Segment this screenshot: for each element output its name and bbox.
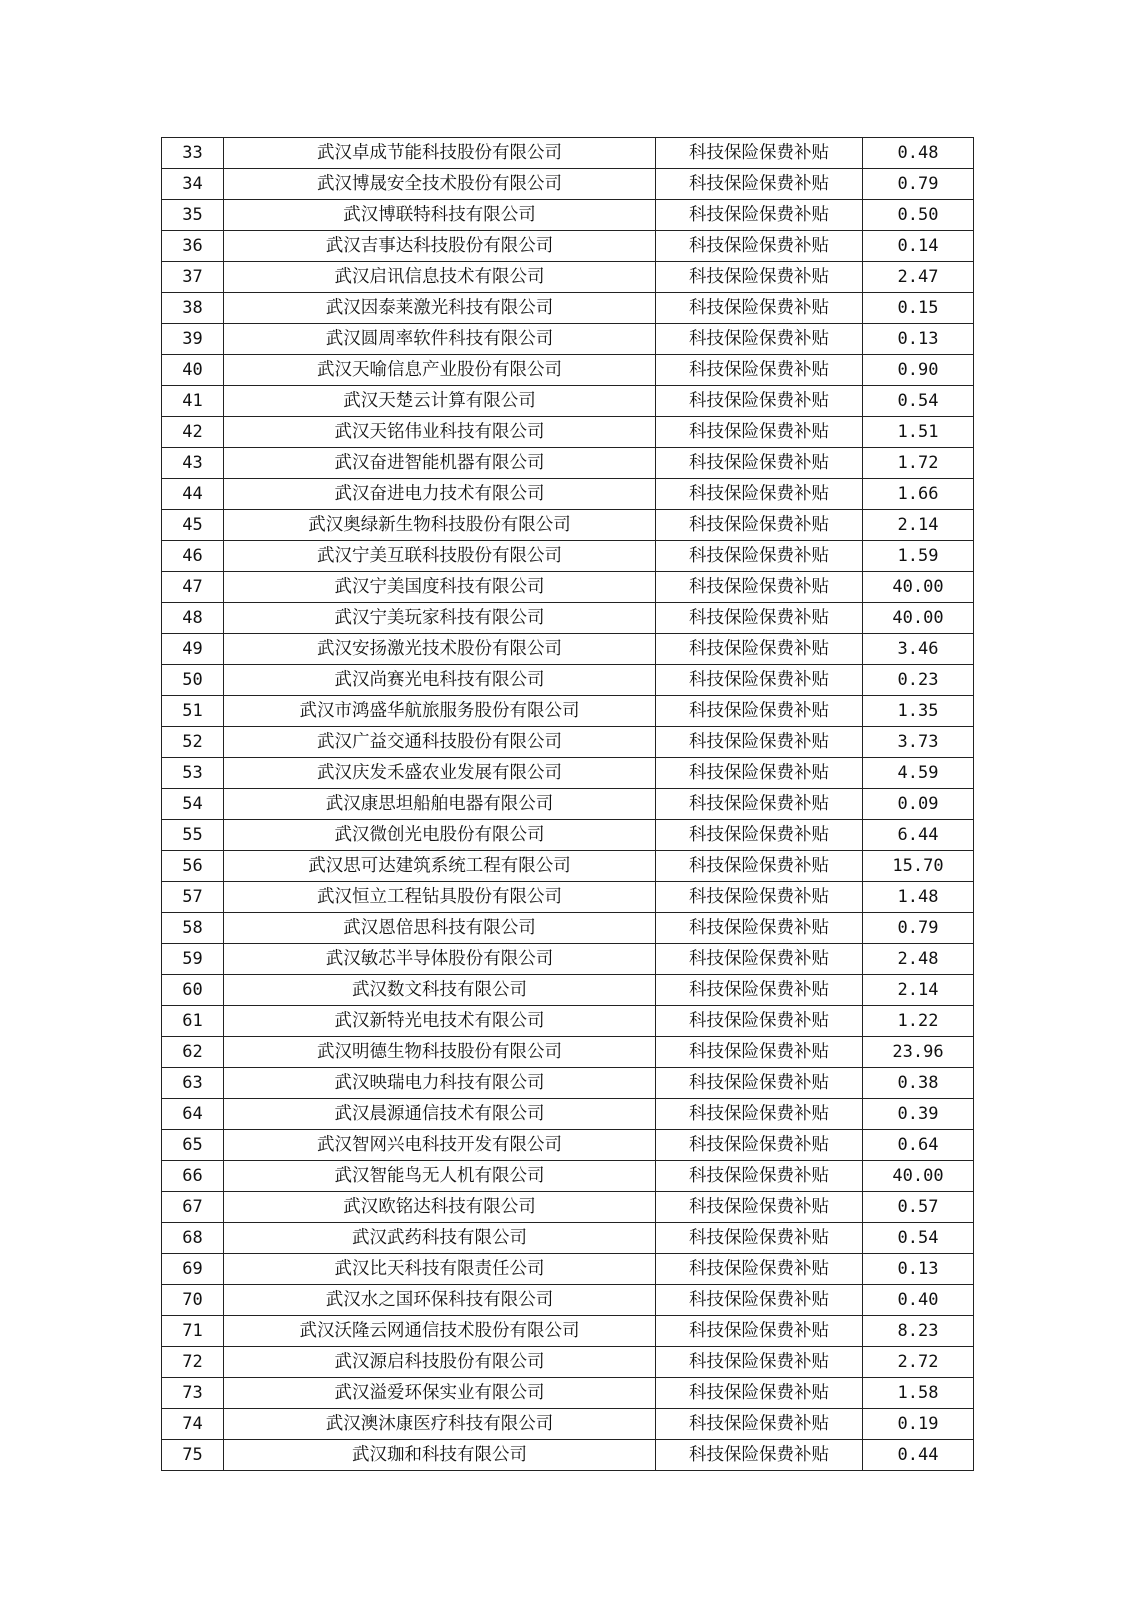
row-number-cell: 70 (162, 1285, 224, 1316)
subsidy-item-cell: 科技保险保费补贴 (656, 169, 863, 200)
company-name-cell: 武汉欧铭达科技有限公司 (224, 1192, 656, 1223)
subsidy-item-cell: 科技保险保费补贴 (656, 541, 863, 572)
table-row (162, 727, 974, 758)
amount-cell: 2.47 (863, 262, 974, 293)
row-number-cell: 75 (162, 1440, 224, 1471)
amount-cell: 3.46 (863, 634, 974, 665)
company-name-cell: 武汉智网兴电科技开发有限公司 (224, 1130, 656, 1161)
subsidy-item-cell: 科技保险保费补贴 (656, 231, 863, 262)
row-number-cell: 42 (162, 417, 224, 448)
company-name-cell: 武汉尚赛光电科技有限公司 (224, 665, 656, 696)
row-number-cell: 36 (162, 231, 224, 262)
table-row (162, 169, 974, 200)
table-row (162, 1409, 974, 1440)
amount-cell: 0.23 (863, 665, 974, 696)
subsidy-item-cell: 科技保险保费补贴 (656, 448, 863, 479)
company-name-cell: 武汉天楚云计算有限公司 (224, 386, 656, 417)
company-name-cell: 武汉明德生物科技股份有限公司 (224, 1037, 656, 1068)
row-number-cell: 68 (162, 1223, 224, 1254)
subsidy-item-cell: 科技保险保费补贴 (656, 851, 863, 882)
row-number-cell: 41 (162, 386, 224, 417)
company-name-cell: 武汉市鸿盛华航旅服务股份有限公司 (224, 696, 656, 727)
company-name-cell: 武汉天铭伟业科技有限公司 (224, 417, 656, 448)
row-number-cell: 46 (162, 541, 224, 572)
subsidy-item-cell: 科技保险保费补贴 (656, 882, 863, 913)
table-row (162, 572, 974, 603)
amount-cell: 40.00 (863, 603, 974, 634)
subsidy-item-cell: 科技保险保费补贴 (656, 572, 863, 603)
table-row (162, 944, 974, 975)
amount-cell: 0.13 (863, 324, 974, 355)
amount-cell: 1.51 (863, 417, 974, 448)
amount-cell: 1.22 (863, 1006, 974, 1037)
table-row (162, 138, 974, 169)
table-row (162, 1006, 974, 1037)
table-row (162, 417, 974, 448)
table-row (162, 1161, 974, 1192)
amount-cell: 0.19 (863, 1409, 974, 1440)
company-name-cell: 武汉微创光电股份有限公司 (224, 820, 656, 851)
table-row (162, 386, 974, 417)
subsidy-item-cell: 科技保险保费补贴 (656, 1068, 863, 1099)
table-row (162, 1285, 974, 1316)
company-name-cell: 武汉博晟安全技术股份有限公司 (224, 169, 656, 200)
table-row (162, 696, 974, 727)
company-name-cell: 武汉卓成节能科技股份有限公司 (224, 138, 656, 169)
row-number-cell: 40 (162, 355, 224, 386)
subsidy-item-cell: 科技保险保费补贴 (656, 1099, 863, 1130)
amount-cell: 3.73 (863, 727, 974, 758)
row-number-cell: 43 (162, 448, 224, 479)
subsidy-item-cell: 科技保险保费补贴 (656, 138, 863, 169)
amount-cell: 23.96 (863, 1037, 974, 1068)
subsidy-item-cell: 科技保险保费补贴 (656, 200, 863, 231)
amount-cell: 0.44 (863, 1440, 974, 1471)
row-number-cell: 39 (162, 324, 224, 355)
amount-cell: 0.50 (863, 200, 974, 231)
company-name-cell: 武汉启讯信息技术有限公司 (224, 262, 656, 293)
row-number-cell: 67 (162, 1192, 224, 1223)
table-row (162, 200, 974, 231)
company-name-cell: 武汉安扬激光技术股份有限公司 (224, 634, 656, 665)
subsidy-item-cell: 科技保险保费补贴 (656, 479, 863, 510)
amount-cell: 2.48 (863, 944, 974, 975)
table-row (162, 1316, 974, 1347)
amount-cell: 0.40 (863, 1285, 974, 1316)
amount-cell: 1.35 (863, 696, 974, 727)
table-row (162, 665, 974, 696)
subsidy-item-cell: 科技保险保费补贴 (656, 417, 863, 448)
table-row (162, 324, 974, 355)
company-name-cell: 武汉博联特科技有限公司 (224, 200, 656, 231)
table-row (162, 820, 974, 851)
company-name-cell: 武汉思可达建筑系统工程有限公司 (224, 851, 656, 882)
table-row (162, 789, 974, 820)
amount-cell: 0.90 (863, 355, 974, 386)
subsidy-item-cell: 科技保险保费补贴 (656, 293, 863, 324)
table-row (162, 1347, 974, 1378)
row-number-cell: 63 (162, 1068, 224, 1099)
table-row (162, 293, 974, 324)
row-number-cell: 55 (162, 820, 224, 851)
table-row (162, 262, 974, 293)
subsidy-item-cell: 科技保险保费补贴 (656, 1006, 863, 1037)
table-row (162, 913, 974, 944)
company-name-cell: 武汉宁美玩家科技有限公司 (224, 603, 656, 634)
row-number-cell: 65 (162, 1130, 224, 1161)
subsidy-item-cell: 科技保险保费补贴 (656, 1285, 863, 1316)
company-name-cell: 武汉因泰莱激光科技有限公司 (224, 293, 656, 324)
subsidy-item-cell: 科技保险保费补贴 (656, 510, 863, 541)
table-row (162, 1440, 974, 1471)
row-number-cell: 33 (162, 138, 224, 169)
row-number-cell: 59 (162, 944, 224, 975)
table-body (162, 138, 974, 1471)
row-number-cell: 47 (162, 572, 224, 603)
row-number-cell: 66 (162, 1161, 224, 1192)
company-name-cell: 武汉吉事达科技股份有限公司 (224, 231, 656, 262)
company-name-cell: 武汉奋进电力技术有限公司 (224, 479, 656, 510)
table-row (162, 355, 974, 386)
subsidy-item-cell: 科技保险保费补贴 (656, 1130, 863, 1161)
amount-cell: 1.58 (863, 1378, 974, 1409)
row-number-cell: 74 (162, 1409, 224, 1440)
subsidy-item-cell: 科技保险保费补贴 (656, 913, 863, 944)
subsidy-table (161, 137, 974, 1471)
row-number-cell: 54 (162, 789, 224, 820)
company-name-cell: 武汉宁美国度科技有限公司 (224, 572, 656, 603)
subsidy-item-cell: 科技保险保费补贴 (656, 1037, 863, 1068)
table-row (162, 1223, 974, 1254)
amount-cell: 6.44 (863, 820, 974, 851)
company-name-cell: 武汉奋进智能机器有限公司 (224, 448, 656, 479)
company-name-cell: 武汉珈和科技有限公司 (224, 1440, 656, 1471)
amount-cell: 1.66 (863, 479, 974, 510)
amount-cell: 2.14 (863, 975, 974, 1006)
amount-cell: 0.38 (863, 1068, 974, 1099)
company-name-cell: 武汉恒立工程钻具股份有限公司 (224, 882, 656, 913)
table-row (162, 231, 974, 262)
subsidy-item-cell: 科技保险保费补贴 (656, 1378, 863, 1409)
table-row (162, 1192, 974, 1223)
subsidy-item-cell: 科技保险保费补贴 (656, 1192, 863, 1223)
table-row (162, 1378, 974, 1409)
row-number-cell: 48 (162, 603, 224, 634)
row-number-cell: 35 (162, 200, 224, 231)
amount-cell: 0.79 (863, 169, 974, 200)
company-name-cell: 武汉水之国环保科技有限公司 (224, 1285, 656, 1316)
subsidy-item-cell: 科技保险保费补贴 (656, 355, 863, 386)
company-name-cell: 武汉广益交通科技股份有限公司 (224, 727, 656, 758)
table-row (162, 882, 974, 913)
table-row (162, 479, 974, 510)
amount-cell: 8.23 (863, 1316, 974, 1347)
row-number-cell: 49 (162, 634, 224, 665)
row-number-cell: 38 (162, 293, 224, 324)
row-number-cell: 37 (162, 262, 224, 293)
subsidy-item-cell: 科技保险保费补贴 (656, 1316, 863, 1347)
amount-cell: 0.39 (863, 1099, 974, 1130)
row-number-cell: 52 (162, 727, 224, 758)
amount-cell: 0.64 (863, 1130, 974, 1161)
amount-cell: 40.00 (863, 1161, 974, 1192)
company-name-cell: 武汉新特光电技术有限公司 (224, 1006, 656, 1037)
subsidy-item-cell: 科技保险保费补贴 (656, 696, 863, 727)
amount-cell: 0.54 (863, 386, 974, 417)
table-row (162, 1099, 974, 1130)
row-number-cell: 56 (162, 851, 224, 882)
table-row (162, 634, 974, 665)
table-row (162, 1130, 974, 1161)
row-number-cell: 50 (162, 665, 224, 696)
row-number-cell: 45 (162, 510, 224, 541)
subsidy-item-cell: 科技保险保费补贴 (656, 665, 863, 696)
company-name-cell: 武汉庆发禾盛农业发展有限公司 (224, 758, 656, 789)
subsidy-item-cell: 科技保险保费补贴 (656, 1254, 863, 1285)
subsidy-item-cell: 科技保险保费补贴 (656, 324, 863, 355)
company-name-cell: 武汉源启科技股份有限公司 (224, 1347, 656, 1378)
company-name-cell: 武汉康思坦船舶电器有限公司 (224, 789, 656, 820)
row-number-cell: 44 (162, 479, 224, 510)
row-number-cell: 58 (162, 913, 224, 944)
subsidy-item-cell: 科技保险保费补贴 (656, 1440, 863, 1471)
table-row (162, 975, 974, 1006)
company-name-cell: 武汉澳沐康医疗科技有限公司 (224, 1409, 656, 1440)
amount-cell: 0.54 (863, 1223, 974, 1254)
subsidy-item-cell: 科技保险保费补贴 (656, 727, 863, 758)
subsidy-item-cell: 科技保险保费补贴 (656, 1223, 863, 1254)
table-row (162, 541, 974, 572)
company-name-cell: 武汉宁美互联科技股份有限公司 (224, 541, 656, 572)
row-number-cell: 64 (162, 1099, 224, 1130)
row-number-cell: 34 (162, 169, 224, 200)
amount-cell: 40.00 (863, 572, 974, 603)
amount-cell: 0.79 (863, 913, 974, 944)
row-number-cell: 71 (162, 1316, 224, 1347)
company-name-cell: 武汉天喻信息产业股份有限公司 (224, 355, 656, 386)
company-name-cell: 武汉比天科技有限责任公司 (224, 1254, 656, 1285)
amount-cell: 1.59 (863, 541, 974, 572)
subsidy-item-cell: 科技保险保费补贴 (656, 975, 863, 1006)
row-number-cell: 62 (162, 1037, 224, 1068)
subsidy-item-cell: 科技保险保费补贴 (656, 262, 863, 293)
table-row (162, 1254, 974, 1285)
company-name-cell: 武汉奥绿新生物科技股份有限公司 (224, 510, 656, 541)
amount-cell: 0.48 (863, 138, 974, 169)
subsidy-item-cell: 科技保险保费补贴 (656, 789, 863, 820)
subsidy-item-cell: 科技保险保费补贴 (656, 1347, 863, 1378)
company-name-cell: 武汉恩倍思科技有限公司 (224, 913, 656, 944)
table-row (162, 1037, 974, 1068)
subsidy-item-cell: 科技保险保费补贴 (656, 1409, 863, 1440)
company-name-cell: 武汉武药科技有限公司 (224, 1223, 656, 1254)
company-name-cell: 武汉溢爱环保实业有限公司 (224, 1378, 656, 1409)
amount-cell: 2.14 (863, 510, 974, 541)
subsidy-item-cell: 科技保险保费补贴 (656, 944, 863, 975)
table-row (162, 1068, 974, 1099)
amount-cell: 4.59 (863, 758, 974, 789)
table-row (162, 510, 974, 541)
table-row (162, 758, 974, 789)
table-row (162, 603, 974, 634)
subsidy-item-cell: 科技保险保费补贴 (656, 1161, 863, 1192)
company-name-cell: 武汉晨源通信技术有限公司 (224, 1099, 656, 1130)
row-number-cell: 69 (162, 1254, 224, 1285)
subsidy-item-cell: 科技保险保费补贴 (656, 634, 863, 665)
row-number-cell: 53 (162, 758, 224, 789)
company-name-cell: 武汉沃隆云网通信技术股份有限公司 (224, 1316, 656, 1347)
company-name-cell: 武汉圆周率软件科技有限公司 (224, 324, 656, 355)
subsidy-item-cell: 科技保险保费补贴 (656, 758, 863, 789)
subsidy-item-cell: 科技保险保费补贴 (656, 820, 863, 851)
row-number-cell: 51 (162, 696, 224, 727)
company-name-cell: 武汉数文科技有限公司 (224, 975, 656, 1006)
company-name-cell: 武汉敏芯半导体股份有限公司 (224, 944, 656, 975)
amount-cell: 0.15 (863, 293, 974, 324)
company-name-cell: 武汉智能鸟无人机有限公司 (224, 1161, 656, 1192)
row-number-cell: 73 (162, 1378, 224, 1409)
subsidy-item-cell: 科技保险保费补贴 (656, 603, 863, 634)
amount-cell: 0.13 (863, 1254, 974, 1285)
row-number-cell: 61 (162, 1006, 224, 1037)
subsidy-item-cell: 科技保险保费补贴 (656, 386, 863, 417)
table-row (162, 448, 974, 479)
amount-cell: 0.14 (863, 231, 974, 262)
amount-cell: 0.09 (863, 789, 974, 820)
company-name-cell: 武汉映瑞电力科技有限公司 (224, 1068, 656, 1099)
row-number-cell: 57 (162, 882, 224, 913)
amount-cell: 15.70 (863, 851, 974, 882)
row-number-cell: 72 (162, 1347, 224, 1378)
amount-cell: 1.72 (863, 448, 974, 479)
table-row (162, 851, 974, 882)
amount-cell: 0.57 (863, 1192, 974, 1223)
amount-cell: 1.48 (863, 882, 974, 913)
row-number-cell: 60 (162, 975, 224, 1006)
amount-cell: 2.72 (863, 1347, 974, 1378)
